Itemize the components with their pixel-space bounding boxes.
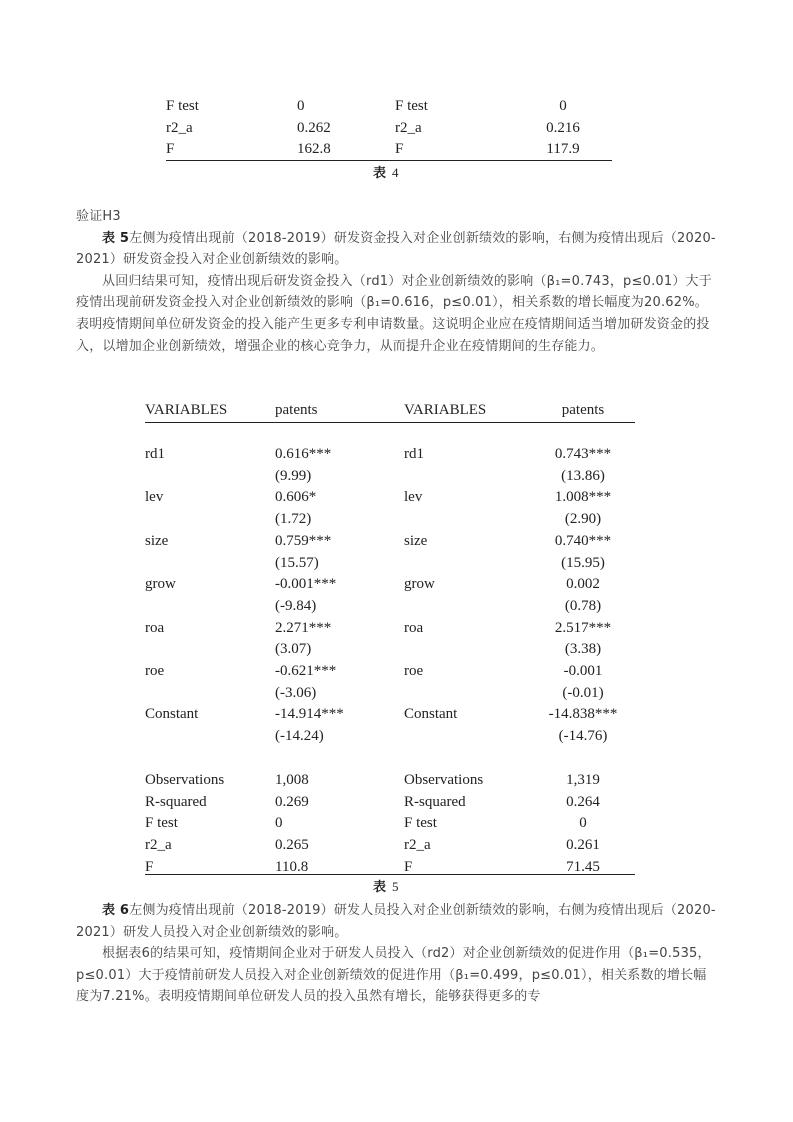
table-cell: 0	[559, 98, 567, 114]
table-cell: roa	[404, 619, 424, 636]
table-cell: 0.606*	[275, 489, 317, 506]
table-5-header-rule	[145, 422, 635, 423]
table-cell: -0.621***	[275, 663, 337, 679]
table-row	[145, 725, 635, 747]
table-cell: (-14.24)	[275, 728, 324, 745]
paragraph: 表 5左侧为疫情出现前（2018-2019）研发资金投入对企业创新绩效的影响，右侧为疫情出现后（2020-2021）研发资金投入对企业创新绩效的影响。	[76, 230, 716, 268]
table-cell: 0	[297, 98, 305, 114]
table-5-caption: 表 5	[373, 879, 399, 895]
table-4-bottom-rule	[166, 160, 612, 161]
table-row	[145, 660, 635, 682]
table-cell: -0.001	[563, 663, 603, 679]
table-cell: r2_a	[395, 119, 422, 136]
table-row	[145, 791, 635, 813]
table-cell: F	[145, 858, 154, 875]
table-cell: r2_a	[145, 837, 172, 854]
table-cell: 0.759***	[275, 532, 332, 549]
table-cell: (9.99)	[275, 467, 312, 484]
paragraph: 从回归结果可知，疫情出现后研发资金投入（rd1）对企业创新绩效的影响（β₁=0.743，p≤0.01）大于疫情出现前研发资金投入对企业创新绩效的影响（β₁=0.616，p≤0.01），相关系数的增长幅度为20.62%。表明疫情期间单位研发资金的投入能产生更多专利申请数量。这说明企业应在疫情期间适当增加研发资金的投入，以增加企业创新绩效，增强企业的核心竞争力，从而提升企业在疫情期间的生存能力。	[76, 273, 712, 354]
table-cell: 0	[579, 815, 587, 832]
table-row	[145, 399, 635, 421]
table-cell: Observations	[145, 772, 225, 788]
table-cell: 0.265	[275, 837, 309, 854]
table-cell: F test	[166, 98, 199, 114]
table-cell: grow	[404, 576, 435, 593]
table-row	[145, 443, 635, 465]
table-cell: 2.271***	[275, 619, 332, 636]
table-cell: R-squared	[404, 793, 466, 810]
table-cell: 0.616***	[275, 446, 332, 462]
table-cell: -0.001***	[275, 576, 337, 593]
table-cell: rd1	[145, 446, 165, 462]
table-row	[145, 486, 635, 508]
table-cell: -14.914***	[275, 706, 344, 723]
table-cell: size	[404, 532, 428, 549]
table-cell: F	[404, 858, 413, 875]
table-row	[145, 465, 635, 487]
table-cell: lev	[404, 489, 423, 506]
table-row	[166, 117, 612, 139]
table-row	[145, 508, 635, 530]
table-cell: (15.57)	[275, 554, 319, 571]
table-cell: r2_a	[166, 119, 193, 136]
table-row	[166, 138, 612, 160]
section-heading: 验证H3	[76, 209, 121, 224]
table-cell: (-9.84)	[275, 597, 317, 614]
table-cell: 0.262	[297, 119, 331, 136]
section-h3-text	[76, 206, 716, 357]
table-row	[145, 617, 635, 639]
table-cell: 0.740***	[554, 532, 612, 549]
table-cell: (1.72)	[275, 511, 312, 528]
table-cell: (-3.06)	[275, 684, 317, 701]
section-table6-text	[76, 900, 716, 1008]
table-cell: (-0.01)	[562, 684, 604, 701]
table-cell: R-squared	[145, 793, 207, 810]
table-cell: -14.838***	[548, 706, 618, 723]
table-cell: roa	[145, 619, 165, 636]
table-cell: Observations	[404, 772, 484, 788]
table-cell: 0.216	[546, 119, 580, 136]
table-row	[145, 595, 635, 617]
table-cell: grow	[145, 576, 176, 593]
table-cell: 0.264	[566, 793, 600, 810]
table-row	[145, 769, 635, 791]
table-cell: F test	[404, 815, 437, 832]
table-cell: (-14.76)	[558, 728, 608, 745]
table-row	[145, 682, 635, 704]
table-cell: 1,319	[566, 772, 600, 788]
table-cell: 1,008	[275, 772, 309, 788]
table-cell: patents	[275, 402, 318, 418]
table-cell: (2.90)	[564, 511, 602, 528]
table-cell: roe	[404, 663, 424, 679]
table-cell: 110.8	[275, 858, 309, 875]
table-cell: F test	[145, 815, 178, 832]
paragraph: 表 6左侧为疫情出现前（2018-2019）研发人员投入对企业创新绩效的影响，右侧为疫情出现后（2020-2021）研发人员投入对企业创新绩效的影响。	[76, 903, 716, 940]
table-cell: 0.269	[275, 793, 309, 810]
table-cell: 0.743***	[554, 446, 612, 462]
table-5-bottom-rule	[145, 874, 635, 875]
table-cell: 0.002	[566, 576, 600, 593]
table-cell: F	[395, 141, 404, 158]
table-cell: 162.8	[297, 141, 331, 158]
table-row	[145, 638, 635, 660]
table-cell: rd1	[404, 446, 424, 462]
table-cell: size	[145, 532, 169, 549]
table-cell: 71.45	[566, 858, 600, 875]
table-cell: 1.008***	[554, 489, 612, 506]
table-cell: Constant	[404, 706, 458, 723]
table-cell: 0	[275, 815, 283, 832]
table-cell: (13.86)	[561, 467, 605, 484]
table-cell: 2.517***	[554, 619, 612, 636]
table-row	[166, 95, 612, 117]
table-row	[145, 573, 635, 595]
table-row	[145, 530, 635, 552]
table-cell: F test	[395, 98, 428, 114]
table-cell: VARIABLES	[145, 402, 228, 418]
table-cell: 117.9	[546, 141, 580, 158]
table-row	[145, 812, 635, 834]
table-row	[145, 703, 635, 725]
table-cell: (0.78)	[564, 597, 602, 614]
table-cell: roe	[145, 663, 165, 679]
table-cell: (3.07)	[275, 641, 312, 658]
table-cell: F	[166, 141, 175, 158]
table-cell: Constant	[145, 706, 199, 723]
table-cell: VARIABLES	[404, 402, 487, 418]
table-row	[145, 834, 635, 856]
table-cell: (3.38)	[564, 641, 602, 658]
table-cell: r2_a	[404, 837, 431, 854]
table-row	[145, 552, 635, 574]
table-cell: lev	[145, 489, 164, 506]
paragraph: 根据表6的结果可知，疫情期间企业对于研发人员投入（rd2）对企业创新绩效的促进作用（β₁=0.535，p≤0.01）大于疫情前研发人员投入对企业创新绩效的促进作用（β₁=0.499，p≤0.01），相关系数的增长幅度为7.21%。表明疫情期间单位研发人员的投入虽然有增长，能够获得更多的专	[76, 946, 711, 1005]
table-cell: 0.261	[566, 837, 600, 854]
table-4-caption: 表 4	[373, 165, 399, 181]
table-cell: patents	[561, 402, 605, 418]
table-cell: (15.95)	[561, 554, 605, 571]
